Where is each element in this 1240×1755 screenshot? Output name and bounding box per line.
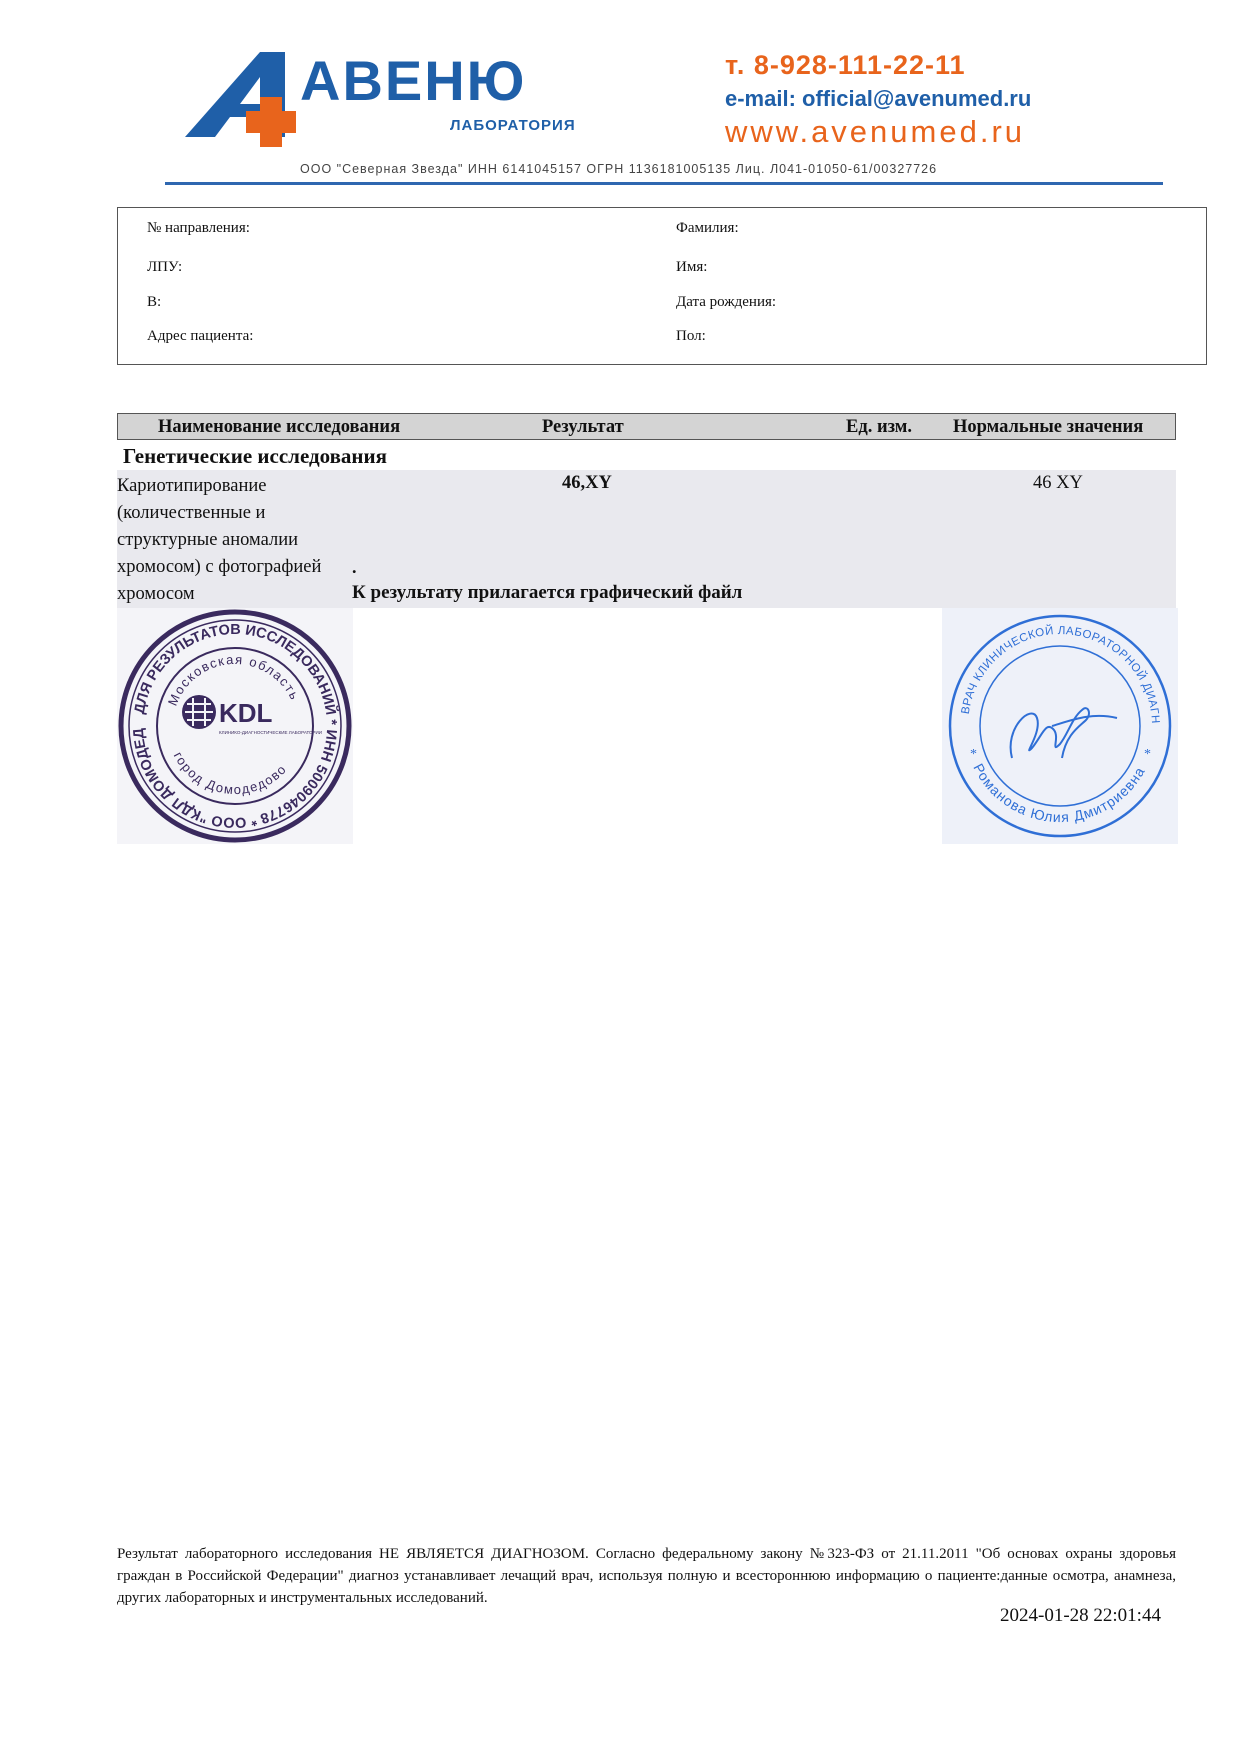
name-field: [676, 259, 713, 276]
col-header-norm: Нормальные значения: [953, 417, 1144, 437]
test-result: 46,XY: [562, 473, 612, 493]
section-title: Генетические исследования: [123, 444, 387, 468]
sex-label: Пол:: [676, 328, 706, 344]
contact-phone: т. 8-928-111-22-11: [725, 50, 966, 80]
stamp-region-text: Московская область: [164, 651, 303, 708]
stamp-brand-sub: КЛИНИКО-ДИАГНОСТИЧЕСКИЕ ЛАБОРАТОРИИ: [219, 730, 322, 735]
birth-field: [676, 294, 782, 311]
address-field: [147, 328, 259, 345]
logo-wordmark: АВЕНЮ: [300, 49, 527, 112]
logo-subtitle: ЛАБОРАТОРИЯ: [450, 117, 576, 134]
svg-text:*: *: [1144, 747, 1151, 762]
lpu-label: ЛПУ:: [147, 259, 183, 275]
col-header-result: Результат: [542, 417, 624, 437]
col-header-unit: Ед. изм.: [846, 417, 913, 437]
test-norm: 46 XY: [1033, 473, 1083, 493]
sex-field: [676, 328, 712, 345]
stamp-outer-text: ДЛЯ РЕЗУЛЬТАТОВ ИССЛЕДОВАНИЙ * ИНН 5009046778 * ООО "КДЛ ДОМОДЕД: [130, 621, 340, 831]
kdl-logo-icon: [182, 695, 216, 729]
contact-website[interactable]: www.avenumed.ru: [725, 114, 1026, 149]
report-timestamp: 2024-01-28 22:01:44: [1000, 1605, 1161, 1626]
col-header-name: Наименование исследования: [158, 417, 401, 437]
test-name: Кариотипирование (количественные и структурные аномалии хромосом) с фотографией хромосом: [117, 476, 322, 604]
surname-field: [676, 220, 745, 237]
referral-label: № направления:: [147, 220, 250, 236]
company-requisites: ООО "Северная Звезда" ИНН 6141045157 ОГРН 1136181005135 Лиц. Л041-01050-61/00327726: [300, 162, 938, 176]
name-label: Имя:: [676, 259, 708, 275]
doctor-stamp: [942, 608, 1178, 844]
birth-label: Дата рождения:: [676, 294, 777, 310]
referral-field: [147, 220, 256, 237]
lpu-field: [147, 259, 188, 276]
letterhead: [160, 42, 1170, 192]
stamp-brand: KDL: [219, 698, 273, 728]
result-dot: .: [352, 557, 357, 577]
attachment-note: К результату прилагается графический файл: [352, 582, 743, 603]
patient-info-box: [117, 207, 1207, 365]
organization-stamp: [117, 608, 353, 844]
avenu-logo: [160, 42, 590, 152]
svg-text:город Домодедово: [171, 749, 290, 797]
signature-icon: [1011, 708, 1117, 758]
stamp-position-text: ВРАЧ КЛИНИЧЕСКОЙ ЛАБОРАТОРНОЙ ДИАГН: [959, 624, 1162, 725]
disclaimer-text: Результат лабораторного исследования НЕ ЯВЛЯЕТСЯ ДИАГНОЗОМ. Согласно федеральному закону №323-ФЗ от 21.11.2011 "Об основах охраны здоровья граждан в Российской Федерации" диагноз устанавливает лечащий врач, используя полную и всестороннюю информацию о пациенте:данные осмотра, анамнеза, других лабораторных и инструментальных исследований.: [117, 1546, 1176, 1606]
v-label: В:: [147, 294, 162, 310]
svg-text:*: *: [970, 747, 977, 762]
results-table-header: [117, 413, 1176, 440]
stamp-doctor-name: Романова Юлия Дмитриевна: [970, 760, 1148, 826]
svg-text:ВРАЧ КЛИНИЧЕСКОЙ ЛАБОРАТОРНОЙ: [942, 608, 1161, 724]
contact-email[interactable]: e-mail: official@avenumed.ru: [725, 86, 1032, 111]
stamp-outer-ring-icon: [950, 616, 1170, 836]
address-label: Адрес пациента:: [147, 328, 254, 344]
v-field: [147, 294, 167, 311]
header-divider: [165, 182, 1163, 185]
surname-label: Фамилия:: [676, 220, 739, 236]
stamp-city-text: город Домодедово: [170, 749, 290, 798]
